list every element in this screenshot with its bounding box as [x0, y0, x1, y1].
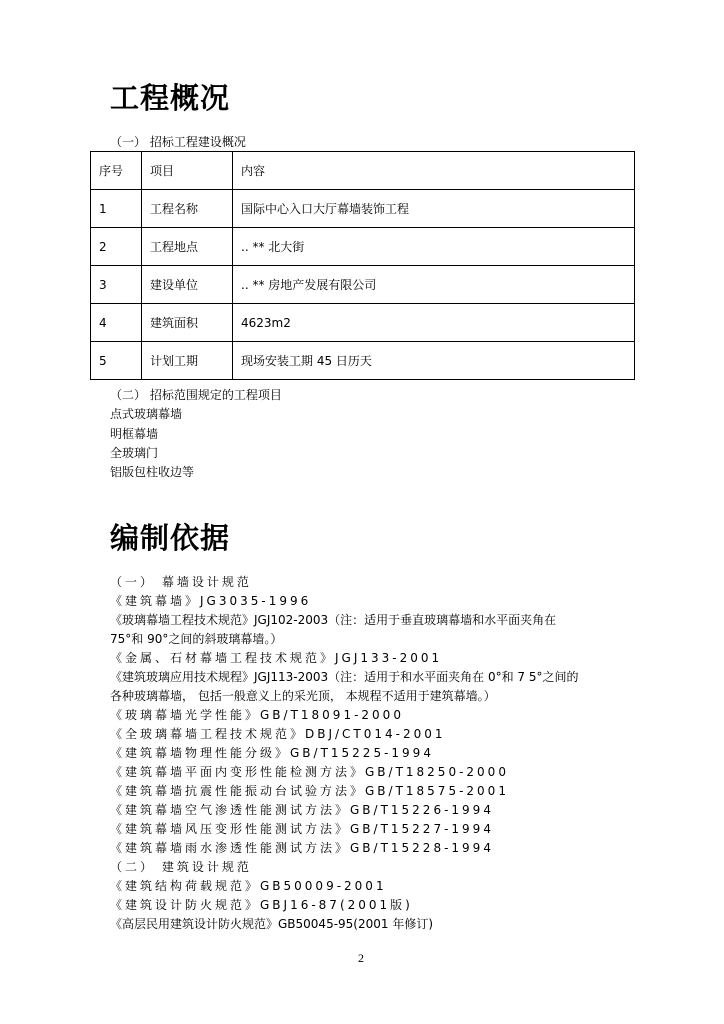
table-cell: 工程地点 [142, 228, 233, 266]
spec-line: 《建筑幕墙抗震性能振动台试验方法》GB/T18575-2001 [110, 784, 509, 798]
table-cell: .. ** 房地产发展有限公司 [233, 266, 635, 304]
spec-line: 《玻璃幕墙工程技术规范》JGJ102-2003（注：适用于垂直玻璃幕墙和水平面夹角在 [110, 613, 557, 627]
spec-line: 《全玻璃幕墙工程技术规范》DBJ/CT014-2001 [110, 727, 446, 741]
spec-line: 75°和 90°之间的斜玻璃幕墙。） [110, 632, 283, 646]
subheading-bidding-scope: （二） 招标范围规定的工程项目 [110, 388, 282, 402]
spec-line: 《建筑设计防火规范》GBJ16-87(2001版) [110, 898, 413, 912]
spec-line: 《玻璃幕墙光学性能》GB/T18091-2000 [110, 708, 404, 722]
scope-item: 全玻璃门 [110, 446, 159, 460]
spec-line: 《建筑幕墙》JG3035-1996 [110, 594, 312, 608]
table-row [91, 304, 635, 342]
table-cell: 5 [91, 342, 142, 380]
table-cell: 建筑面积 [142, 304, 233, 342]
table-cell: 现场安装工期 45 日历天 [233, 342, 635, 380]
spec-line: 《高层民用建筑设计防火规范》GB50045-95(2001 年修订) [110, 917, 434, 931]
table-row [91, 342, 635, 380]
scope-item: 点式玻璃幕墙 [110, 407, 183, 421]
table-row [91, 266, 635, 304]
spec-line: 《建筑幕墙雨水渗透性能测试方法》GB/T15228-1994 [110, 841, 494, 855]
spec-line: 《建筑玻璃应用技术规程》JGJ113-2003（注：适用于和水平面夹角在 0°和 7 5°之间的 [110, 670, 579, 684]
table-cell: 2 [91, 228, 142, 266]
table-cell: 建设单位 [142, 266, 233, 304]
spec-line: 《建筑结构荷载规范》GB50009-2001 [110, 879, 387, 893]
subheading-building-specs: （二） 建筑设计规范 [110, 860, 252, 874]
spec-line: 《建筑幕墙物理性能分级》GB/T15225-1994 [110, 746, 434, 760]
spec-line: 《金属、石材幕墙工程技术规范》JGJ133-2001 [110, 651, 443, 665]
table-cell: 工程名称 [142, 190, 233, 228]
table-row [91, 228, 635, 266]
table-cell: .. ** 北大街 [233, 228, 635, 266]
scope-item: 明框幕墙 [110, 427, 159, 441]
table-header-row [91, 152, 635, 190]
header-cell: 项目 [142, 152, 233, 190]
project-info-table [90, 151, 635, 380]
section-title-overview: 工程概况 [110, 81, 231, 115]
subheading-bidding-overview: （一） 招标工程建设概况 [110, 135, 246, 149]
header-cell: 内容 [233, 152, 635, 190]
table-cell: 国际中心入口大厅幕墙装饰工程 [233, 190, 635, 228]
table-cell: 4 [91, 304, 142, 342]
table-cell: 计划工期 [142, 342, 233, 380]
subheading-curtain-wall-specs: （一） 幕墙设计规范 [110, 575, 252, 589]
table-row [91, 190, 635, 228]
table-cell: 3 [91, 266, 142, 304]
spec-line: 各种玻璃幕墙， 包括一般意义上的采光顶， 本规程不适用于建筑幕墙。） [110, 689, 496, 703]
spec-line: 《建筑幕墙平面内变形性能检测方法》GB/T18250-2000 [110, 765, 509, 779]
spec-line: 《建筑幕墙空气渗透性能测试方法》GB/T15226-1994 [110, 803, 494, 817]
scope-item: 铝版包柱收边等 [110, 465, 195, 479]
table-cell: 1 [91, 190, 142, 228]
section-title-basis: 编制依据 [110, 521, 231, 555]
table-cell: 4623m2 [233, 304, 635, 342]
page-number: 2 [358, 951, 364, 965]
header-cell: 序号 [91, 152, 142, 190]
spec-line: 《建筑幕墙风压变形性能测试方法》GB/T15227-1994 [110, 822, 494, 836]
